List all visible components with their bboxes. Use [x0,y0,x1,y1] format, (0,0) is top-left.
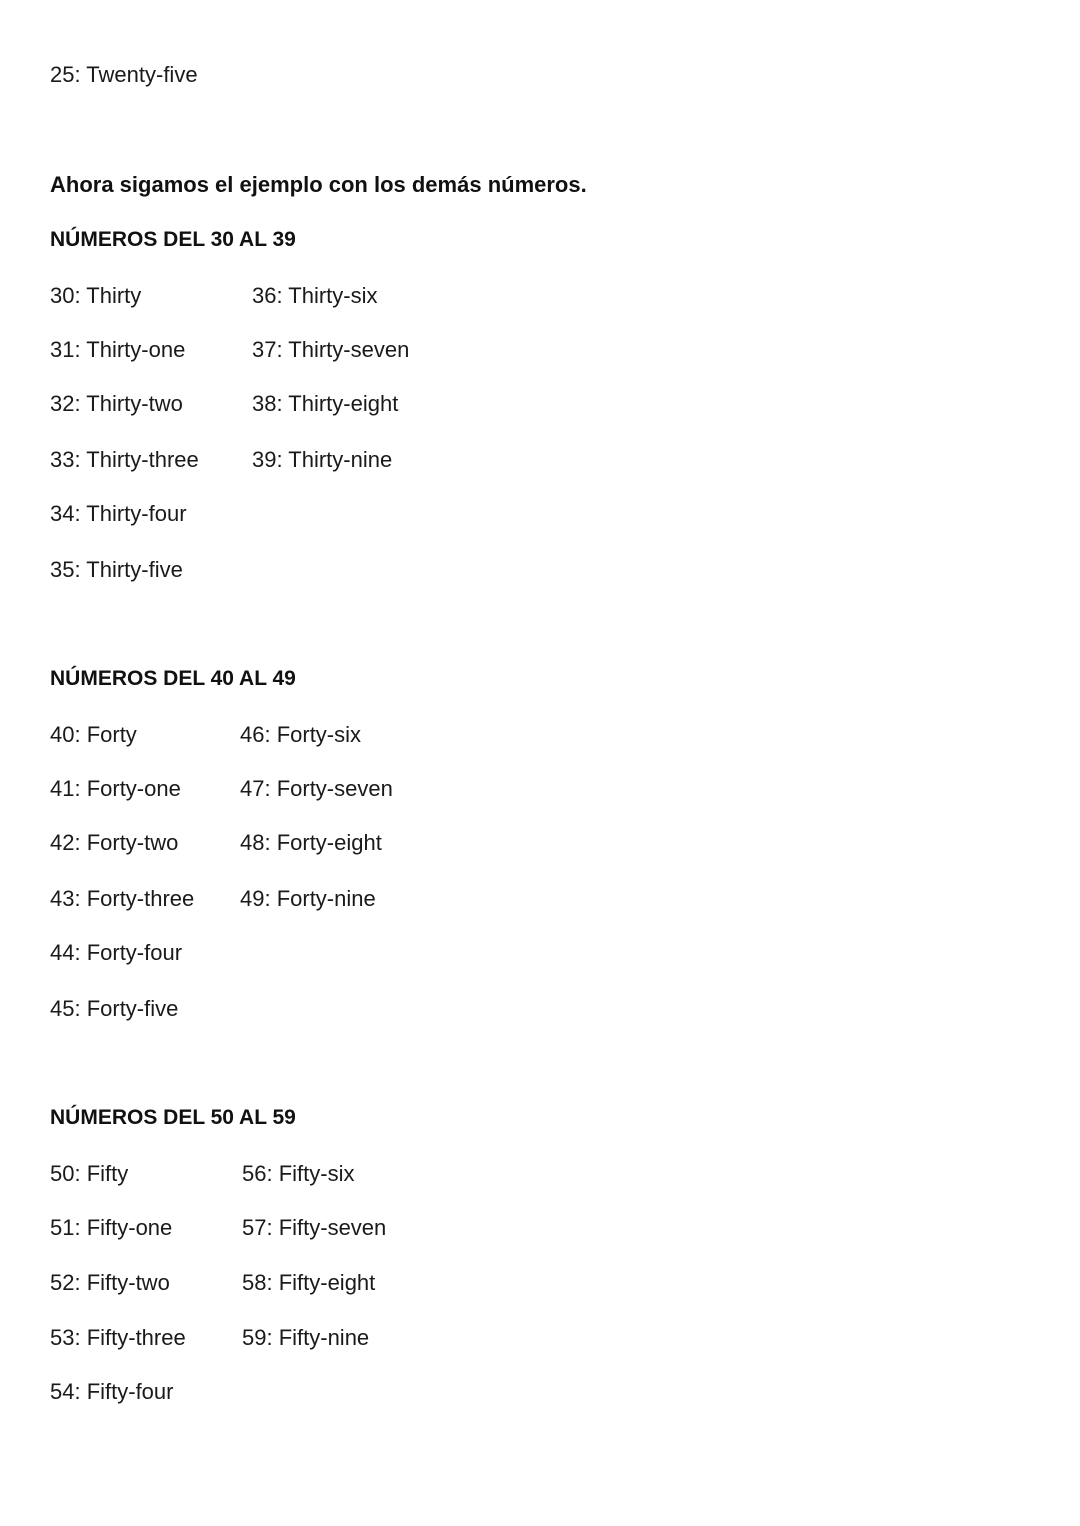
list-item: 33: Thirty-three [50,447,199,472]
section-heading: NÚMEROS DEL 30 AL 39 [50,228,296,251]
list-item: 50: Fifty [50,1161,129,1186]
section-heading: NÚMEROS DEL 40 AL 49 [50,667,296,690]
list-item: 48: Forty-eight [240,830,382,855]
list-item: 39: Thirty-nine [252,447,393,472]
list-item: 41: Forty-one [50,776,181,801]
list-item: 38: Thirty-eight [252,391,399,416]
list-item: 54: Fifty-four [50,1379,174,1404]
list-item: 35: Thirty-five [50,557,183,582]
list-item: 53: Fifty-three [50,1325,186,1350]
list-item: 58: Fifty-eight [242,1270,376,1295]
section-heading: NÚMEROS DEL 50 AL 59 [50,1106,296,1129]
list-item: 51: Fifty-one [50,1215,173,1240]
list-item: 57: Fifty-seven [242,1215,387,1240]
list-item: 59: Fifty-nine [242,1325,370,1350]
list-item: 32: Thirty-two [50,391,183,416]
list-item: 56: Fifty-six [242,1161,355,1186]
list-item: 46: Forty-six [240,722,362,747]
list-item: 31: Thirty-one [50,337,186,362]
list-item: 49: Forty-nine [240,886,376,911]
list-item: 34: Thirty-four [50,501,187,526]
intro-text: Ahora sigamos el ejemplo con los demás números. [50,172,587,197]
list-item: 37: Thirty-seven [252,337,410,362]
list-item: 43: Forty-three [50,886,195,911]
list-item: 44: Forty-four [50,940,183,965]
list-item: 52: Fifty-two [50,1270,170,1295]
list-item: 42: Forty-two [50,830,179,855]
list-item: 40: Forty [50,722,137,747]
list-item: 36: Thirty-six [252,283,378,308]
previous-list-item: 25: Twenty-five [50,62,198,87]
list-item: 47: Forty-seven [240,776,393,801]
list-item: 45: Forty-five [50,996,179,1021]
list-item: 30: Thirty [50,283,142,308]
